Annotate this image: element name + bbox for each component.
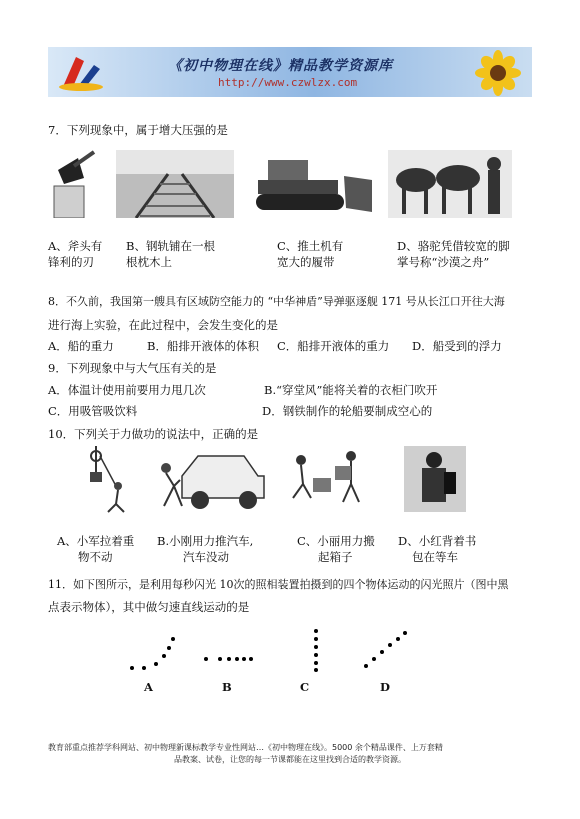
q10-option-b-line1: B.小刚用力推汽车, <box>157 534 254 548</box>
q7-bulldozer-picture <box>248 150 376 218</box>
q7-option-c-line1: C、推土机有 <box>277 239 344 253</box>
q10-option-c-line1: C、小丽用力搬 <box>297 534 375 548</box>
dot <box>249 657 253 661</box>
q7-axe-picture <box>48 150 100 218</box>
dot <box>204 657 208 661</box>
q11-label-b: B <box>222 680 232 694</box>
footer-line1: 教育部重点推荐学科网站、初中物理新课标教学专业性网站…《初中物理在线》。5000 余个精品课件、上万套精 <box>48 743 443 752</box>
dot <box>171 637 175 641</box>
q7-option-a-line1: A、斧头有 <box>48 239 103 253</box>
q9-option-b: B.“穿堂风”能将关着的衣柜门吹开 <box>264 383 438 397</box>
dot <box>314 645 318 649</box>
dot <box>388 643 392 647</box>
banner-url: http://www.czwlzx.com <box>218 76 358 89</box>
q10-option-b-line2: 汽车没动 <box>183 550 229 564</box>
sunflower-icon <box>458 49 530 97</box>
dot <box>372 657 376 661</box>
q10-option-c-line2: 起箱子 <box>318 550 353 564</box>
q7-option-d-line1: D、骆驼凭借较宽的脚 <box>397 239 510 253</box>
dot <box>235 657 239 661</box>
q9-option-c: C．用吸管吸饮料 <box>48 404 138 418</box>
q8-option-c: C．船排开液体的重力 <box>277 339 390 353</box>
q10-lift-box-picture <box>285 450 377 506</box>
dot <box>314 653 318 657</box>
q11-label-c: C <box>300 680 310 694</box>
footer-line2: 品教案、试卷，让您的每一节课都能在这里找到合适的教学资源。 <box>174 755 406 764</box>
q7-option-c-line2: 宽大的履带 <box>277 255 335 269</box>
dot <box>396 637 400 641</box>
q7-option-d-line2: 掌号称“沙漠之舟” <box>397 255 490 269</box>
q11-stem-line2: 点表示物体），其中做匀速直线运动的是 <box>48 600 250 614</box>
q10-stem: 10．下列关于力做功的说法中，正确的是 <box>48 427 259 441</box>
dot <box>314 661 318 665</box>
banner-title: 《初中物理在线》精品教学资源库 <box>168 58 393 74</box>
dot <box>314 637 318 641</box>
dot <box>142 666 146 670</box>
q11-figure-a <box>126 634 186 674</box>
q11-label-d: D <box>380 680 390 694</box>
dot <box>154 662 158 666</box>
dot <box>364 664 368 668</box>
q8-option-a: A．船的重力 <box>48 339 114 353</box>
dot <box>314 668 318 672</box>
q8-stem-line1: 8．不久前，我国第一艘具有区域防空能力的 “中华神盾”导弹驱逐舰 171 号从长江口开往大海 <box>48 295 505 308</box>
q11-figure-b <box>202 654 262 664</box>
q8-option-d: D．船受到的浮力 <box>412 339 502 353</box>
header-banner <box>48 47 532 97</box>
q7-option-b-line2: 根枕木上 <box>126 255 172 269</box>
q9-option-d: D．钢铁制作的轮船要制成空心的 <box>262 404 433 418</box>
q10-option-d-line2: 包在等车 <box>412 550 458 564</box>
q7-option-b-line1: B、钢轨铺在一根 <box>126 239 215 253</box>
q11-label-a: A <box>144 680 153 694</box>
dot <box>130 666 134 670</box>
site-logo <box>54 51 108 93</box>
q7-rail-picture <box>116 150 234 218</box>
q11-figure-c <box>310 628 322 672</box>
q8-stem-line2: 进行海上实验，在此过程中，会发生变化的是 <box>48 318 278 332</box>
q10-option-d-line1: D、小红背着书 <box>398 534 477 548</box>
q7-option-a-line2: 锋利的刃 <box>48 255 94 269</box>
q10-push-car-picture <box>152 446 268 514</box>
dot <box>380 650 384 654</box>
q9-stem: 9．下列现象中与大气压有关的是 <box>48 361 217 375</box>
q11-figure-d <box>362 630 408 670</box>
dot <box>314 629 318 633</box>
dot <box>242 657 246 661</box>
q10-pull-picture <box>76 446 128 514</box>
q11-stem-line1: 11．如下图所示，是利用每秒闪光 10次的照相装置拍摄到的四个物体运动的闪光照片（图中黑 <box>48 578 509 591</box>
dot <box>403 631 407 635</box>
q9-option-a: A．体温计使用前要用力甩几次 <box>48 383 206 397</box>
dot <box>162 654 166 658</box>
q10-option-a-line1: A、小军拉着重 <box>57 534 135 548</box>
q8-option-b: B．船排开液体的体积 <box>147 339 259 353</box>
q10-backpack-picture <box>404 446 466 512</box>
dot <box>167 646 171 650</box>
dot <box>218 657 222 661</box>
q10-option-a-line2: 物不动 <box>78 550 113 564</box>
dot <box>227 657 231 661</box>
q7-camel-picture <box>388 150 512 218</box>
q7-stem: 7．下列现象中，属于增大压强的是 <box>48 123 228 137</box>
